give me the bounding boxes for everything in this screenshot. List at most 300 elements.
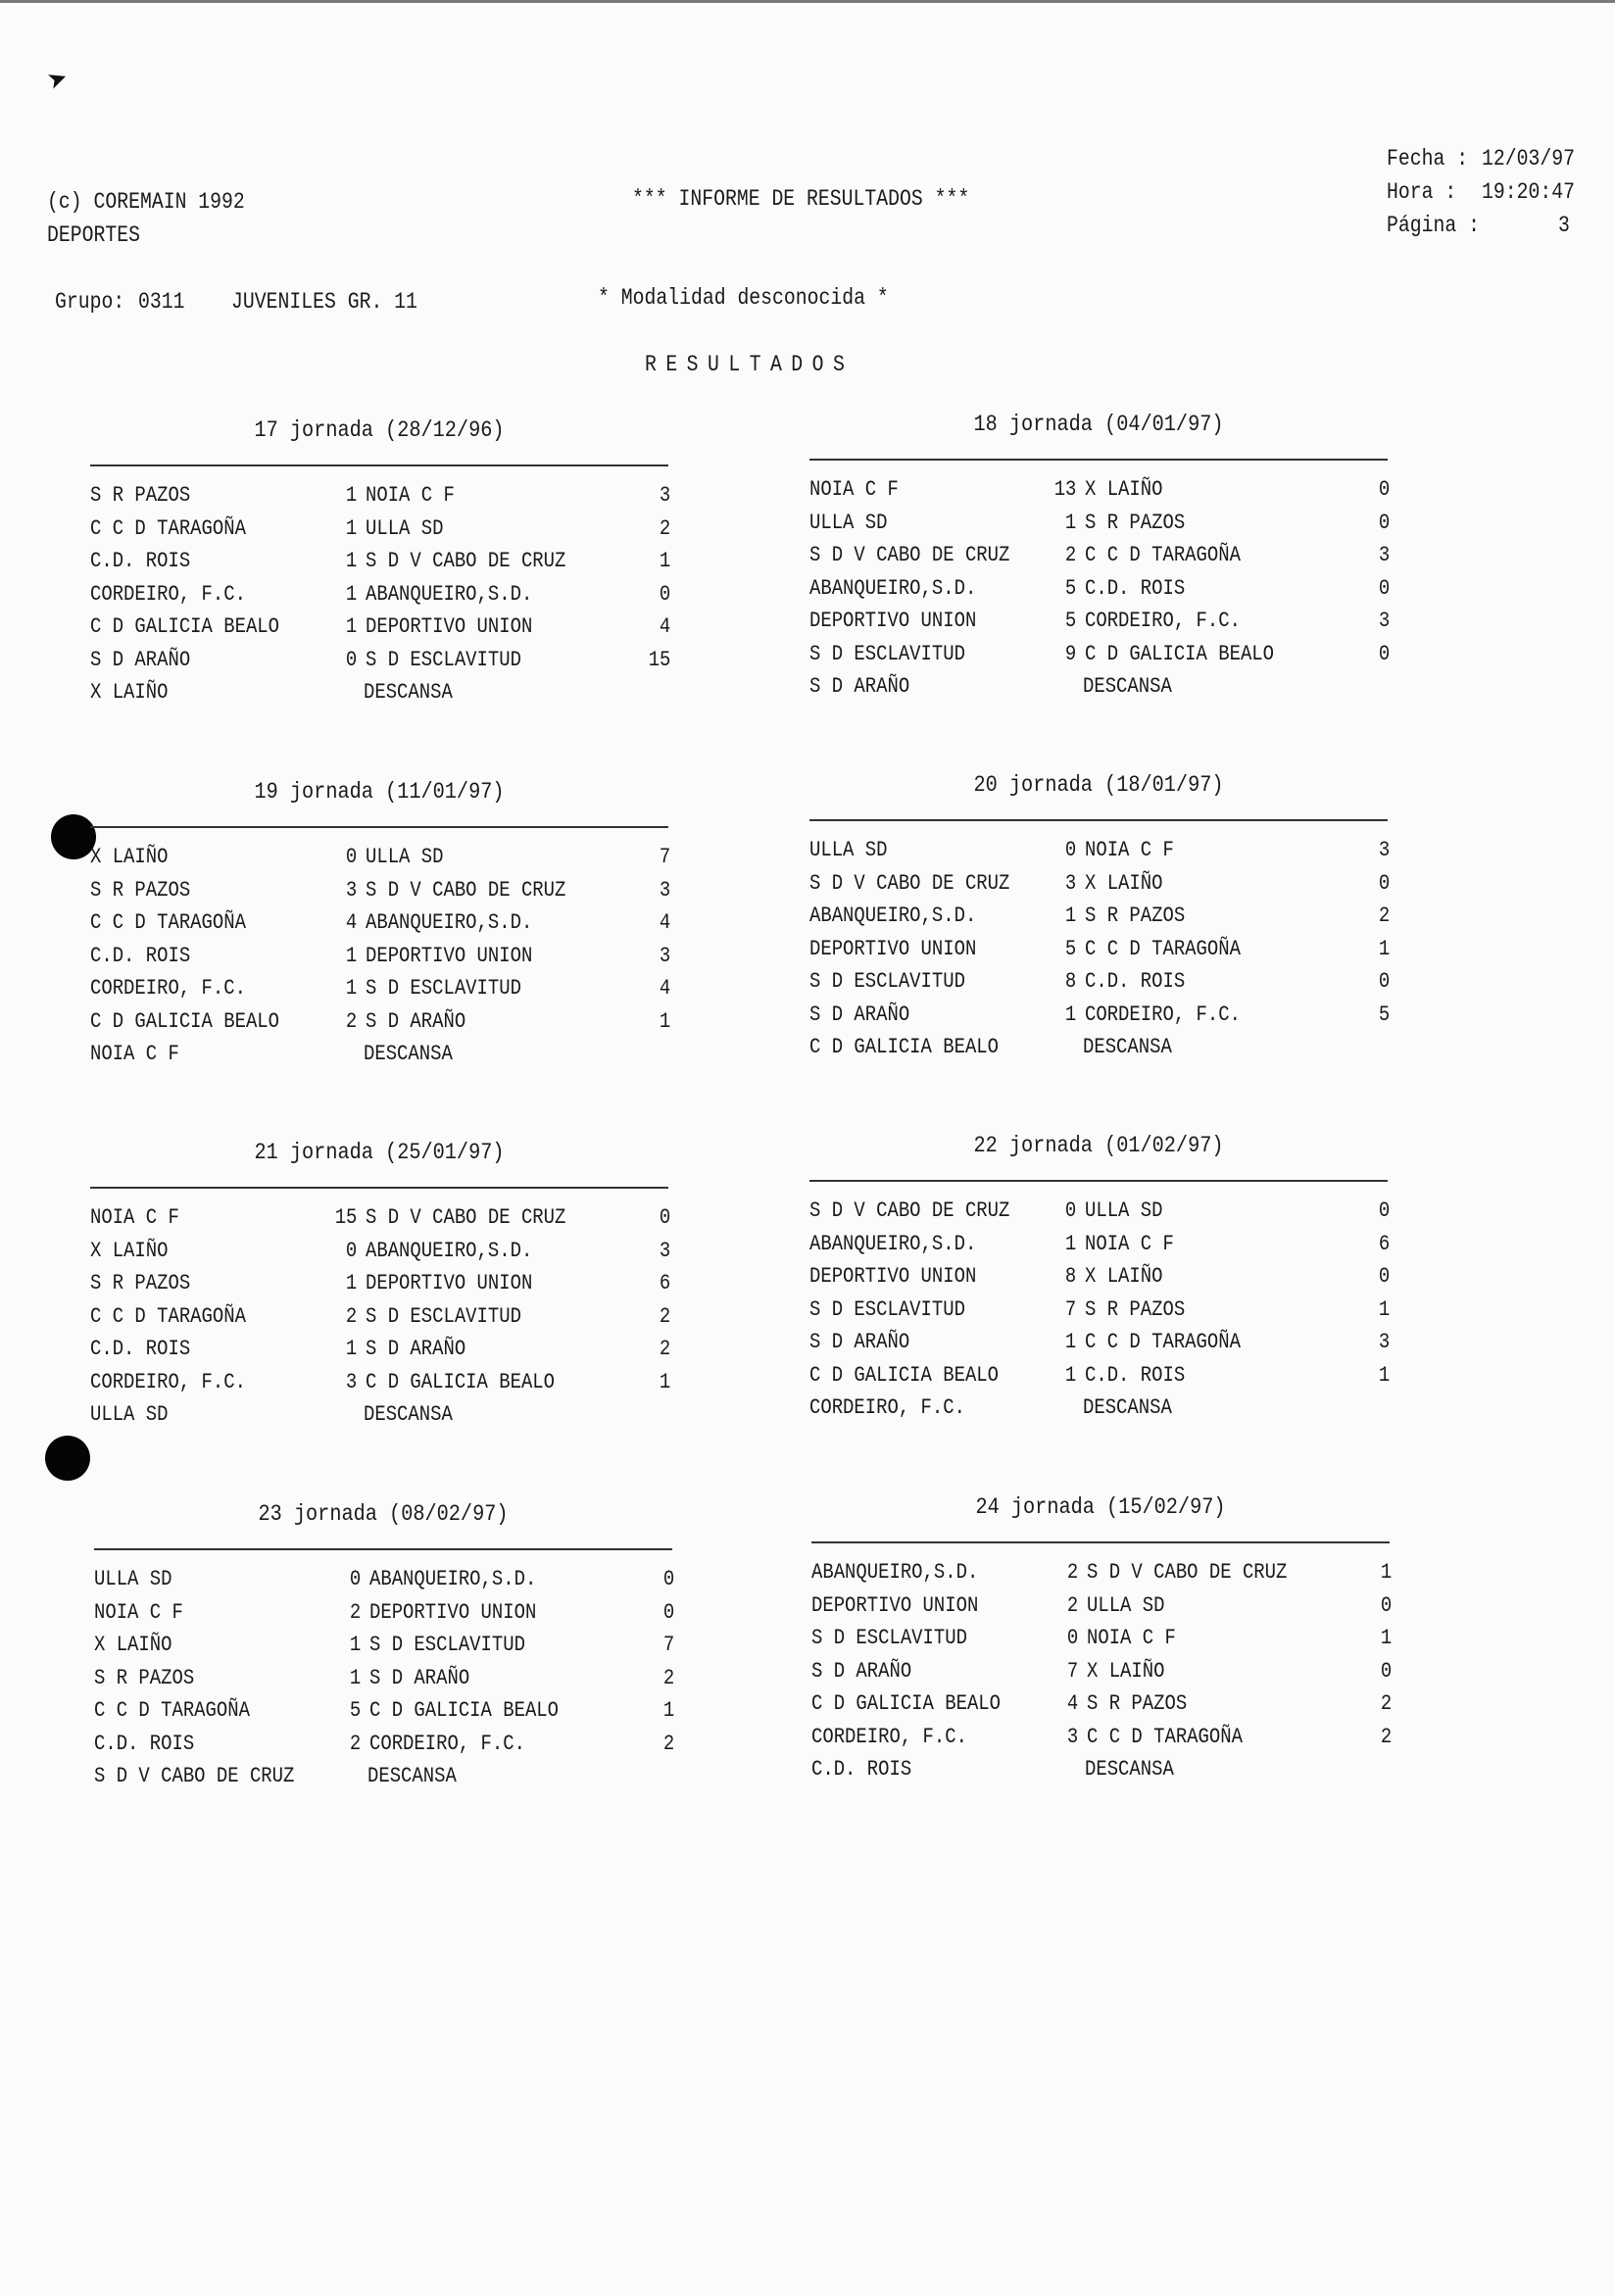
- home-score: 5: [349, 1698, 361, 1723]
- home-team: S D V CABO DE CRUZ: [809, 1198, 1010, 1223]
- rest-label: DESCANSA: [364, 1042, 453, 1066]
- away-team: S D ESCLAVITUD: [369, 1633, 525, 1657]
- jornada-divider: [809, 1180, 1388, 1182]
- rest-row: [90, 1401, 678, 1434]
- jornada-divider: [94, 1548, 672, 1550]
- match-row: [809, 968, 1397, 1001]
- away-team: CORDEIRO, F.C.: [1085, 609, 1241, 633]
- match-row: [94, 1632, 682, 1664]
- home-team: S D ARAÑO: [809, 1001, 910, 1027]
- match-row: [90, 548, 678, 580]
- home-score: 4: [1066, 1691, 1078, 1716]
- rest-row: [94, 1763, 682, 1795]
- away-team: ULLA SD: [1085, 1198, 1163, 1223]
- away-score: 4: [659, 614, 670, 639]
- home-score: 15: [334, 1205, 357, 1230]
- away-team: S D ARAÑO: [366, 1008, 466, 1034]
- away-score: 1: [659, 1369, 670, 1394]
- away-team: X LAIÑO: [1085, 870, 1163, 896]
- home-score: 2: [349, 1599, 361, 1625]
- away-score: 3: [659, 483, 670, 508]
- away-score: 3: [659, 877, 670, 903]
- jornada-block: [90, 417, 678, 711]
- home-team: S D ESCLAVITUD: [809, 1296, 965, 1322]
- away-score: 0: [1378, 870, 1390, 896]
- rest-row: [809, 1394, 1397, 1427]
- away-score: 3: [659, 1238, 670, 1263]
- away-team: S R PAZOS: [1085, 904, 1186, 928]
- away-team: S R PAZOS: [1085, 510, 1186, 535]
- home-score: 2: [345, 1008, 357, 1034]
- match-row: [90, 613, 678, 646]
- match-row: [809, 936, 1397, 968]
- jornada-divider: [811, 1541, 1390, 1543]
- away-score: 0: [1380, 1592, 1392, 1618]
- home-score: 13: [1053, 477, 1076, 502]
- home-score: 1: [1064, 1330, 1076, 1354]
- rest-team: C D GALICIA BEALO: [809, 1035, 1000, 1059]
- away-team: S D V CABO DE CRUZ: [366, 877, 566, 903]
- away-team: NOIA C F: [1085, 838, 1174, 862]
- rest-row: [811, 1756, 1399, 1788]
- home-score: 1: [345, 614, 357, 639]
- away-score: 15: [648, 647, 670, 672]
- jornada-title: 24 jornada (15/02/97): [975, 1494, 1226, 1520]
- home-score: 3: [1066, 1724, 1078, 1749]
- jornada-title: 19 jornada (11/01/97): [254, 779, 505, 805]
- home-team: C C D TARAGOÑA: [90, 1303, 246, 1329]
- home-team: ABANQUEIRO,S.D.: [809, 575, 977, 601]
- away-score: 1: [659, 1008, 670, 1034]
- home-team: ULLA SD: [94, 1567, 172, 1591]
- away-team: DEPORTIVO UNION: [366, 943, 533, 968]
- match-row: [809, 608, 1397, 640]
- away-team: S D ARAÑO: [366, 1337, 466, 1361]
- home-team: CORDEIRO, F.C.: [90, 1369, 246, 1394]
- rest-row: [90, 679, 678, 711]
- away-team: C D GALICIA BEALO: [366, 1369, 556, 1394]
- home-score: 0: [345, 1238, 357, 1263]
- home-score: 3: [1064, 870, 1076, 896]
- home-team: C.D. ROIS: [94, 1731, 195, 1756]
- scan-top-border: [0, 0, 1615, 3]
- home-team: S R PAZOS: [90, 877, 191, 903]
- away-team: C D GALICIA BEALO: [1085, 641, 1275, 666]
- away-score: 3: [659, 943, 670, 968]
- rest-team: NOIA C F: [90, 1042, 179, 1066]
- away-score: 7: [662, 1633, 674, 1657]
- match-row: [94, 1566, 682, 1598]
- hora-label: Hora :: [1387, 179, 1457, 205]
- home-team: ABANQUEIRO,S.D.: [809, 1231, 977, 1256]
- away-score: 6: [659, 1271, 670, 1295]
- away-score: 3: [1378, 838, 1390, 862]
- pagina-label: Página :: [1387, 213, 1480, 238]
- home-score: 1: [345, 483, 357, 508]
- scan-mark-icon: ➤: [43, 62, 76, 105]
- home-score: 0: [345, 647, 357, 672]
- jornada-block: [809, 772, 1397, 1066]
- home-team: C D GALICIA BEALO: [809, 1362, 1000, 1388]
- away-score: 0: [1378, 1198, 1390, 1223]
- away-score: 1: [1378, 936, 1390, 961]
- home-score: 1: [345, 1271, 357, 1295]
- copyright-text: (c) COREMAIN 1992: [47, 189, 245, 215]
- home-score: 2: [1066, 1560, 1078, 1585]
- home-score: 1: [1064, 1231, 1076, 1256]
- home-team: X LAIÑO: [90, 1238, 169, 1263]
- home-team: S D ESCLAVITUD: [811, 1626, 967, 1650]
- away-score: 0: [659, 1205, 670, 1230]
- jornada-title: 18 jornada (04/01/97): [973, 412, 1224, 437]
- department-text: DEPORTES: [47, 222, 140, 248]
- fecha-value: 12/03/97: [1482, 146, 1575, 171]
- away-score: 0: [1380, 1658, 1392, 1684]
- away-score: 3: [1378, 543, 1390, 567]
- away-score: 2: [1380, 1724, 1392, 1749]
- away-team: ULLA SD: [1087, 1592, 1165, 1618]
- home-score: 1: [1064, 1362, 1076, 1388]
- away-team: S R PAZOS: [1087, 1691, 1188, 1716]
- home-team: C D GALICIA BEALO: [90, 1008, 280, 1034]
- home-team: C.D. ROIS: [90, 1337, 191, 1361]
- home-score: 3: [345, 877, 357, 903]
- match-row: [90, 1238, 678, 1270]
- match-row: [94, 1697, 682, 1730]
- away-score: 0: [1378, 510, 1390, 535]
- rest-label: DESCANSA: [1083, 1395, 1172, 1420]
- match-row: [809, 1263, 1397, 1295]
- home-team: ABANQUEIRO,S.D.: [811, 1560, 979, 1585]
- away-score: 0: [659, 581, 670, 607]
- home-team: ULLA SD: [809, 510, 888, 535]
- jornada-title: 20 jornada (18/01/97): [973, 772, 1224, 798]
- home-score: 1: [345, 976, 357, 1001]
- match-row: [94, 1665, 682, 1697]
- jornada-block: [811, 1494, 1399, 1788]
- jornada-title: 17 jornada (28/12/96): [254, 417, 505, 443]
- home-team: DEPORTIVO UNION: [809, 1264, 977, 1289]
- home-score: 2: [345, 1303, 357, 1329]
- fecha-label: Fecha :: [1387, 146, 1469, 171]
- home-team: C C D TARAGOÑA: [90, 910, 246, 935]
- jornada-divider: [809, 459, 1388, 461]
- home-score: 1: [345, 549, 357, 573]
- match-row: [90, 515, 678, 548]
- match-row: [90, 482, 678, 514]
- away-team: S D ESCLAVITUD: [366, 976, 521, 1001]
- home-score: 0: [345, 845, 357, 869]
- match-row: [90, 647, 678, 679]
- home-score: 0: [349, 1567, 361, 1591]
- away-team: C C D TARAGOÑA: [1085, 1330, 1241, 1354]
- match-row: [809, 510, 1397, 542]
- away-score: 0: [662, 1567, 674, 1591]
- away-score: 0: [1378, 575, 1390, 601]
- jornada-divider: [90, 464, 668, 466]
- away-team: C D GALICIA BEALO: [369, 1698, 560, 1723]
- match-row: [809, 476, 1397, 509]
- home-score: 1: [349, 1633, 361, 1657]
- away-team: ULLA SD: [366, 845, 444, 869]
- away-team: S D ESCLAVITUD: [366, 1303, 521, 1329]
- match-row: [809, 542, 1397, 574]
- away-score: 7: [659, 845, 670, 869]
- match-row: [90, 581, 678, 613]
- home-score: 7: [1064, 1296, 1076, 1322]
- away-score: 2: [659, 1337, 670, 1361]
- match-row: [811, 1724, 1399, 1756]
- home-team: ABANQUEIRO,S.D.: [809, 904, 977, 928]
- away-team: S D ARAÑO: [369, 1665, 470, 1690]
- jornada-title: 23 jornada (08/02/97): [258, 1501, 509, 1527]
- rest-team: C.D. ROIS: [811, 1757, 912, 1782]
- rest-row: [90, 1041, 678, 1073]
- jornada-block: [90, 1140, 678, 1434]
- away-team: NOIA C F: [366, 483, 455, 508]
- away-team: NOIA C F: [1087, 1626, 1176, 1650]
- home-team: S D ARAÑO: [809, 1330, 910, 1354]
- home-score: 0: [1066, 1626, 1078, 1650]
- rest-label: DESCANSA: [1085, 1757, 1174, 1782]
- match-row: [809, 1197, 1397, 1230]
- home-team: C.D. ROIS: [90, 549, 191, 573]
- away-score: 1: [1378, 1362, 1390, 1388]
- home-team: ULLA SD: [809, 838, 888, 862]
- away-score: 6: [1378, 1231, 1390, 1256]
- away-score: 1: [1380, 1560, 1392, 1585]
- away-score: 0: [1378, 477, 1390, 502]
- away-score: 2: [1380, 1691, 1392, 1716]
- modality-text: * Modalidad desconocida *: [598, 285, 889, 311]
- rest-row: [809, 1034, 1397, 1066]
- away-team: ABANQUEIRO,S.D.: [366, 910, 533, 935]
- match-row: [90, 1369, 678, 1401]
- home-team: DEPORTIVO UNION: [811, 1592, 979, 1618]
- home-team: CORDEIRO, F.C.: [811, 1724, 967, 1749]
- match-row: [90, 1204, 678, 1237]
- away-team: S D ESCLAVITUD: [366, 647, 521, 672]
- jornada-divider: [90, 826, 668, 828]
- home-score: 8: [1064, 969, 1076, 994]
- rest-label: DESCANSA: [364, 1402, 453, 1427]
- match-row: [809, 575, 1397, 608]
- away-score: 2: [662, 1665, 674, 1690]
- home-team: X LAIÑO: [94, 1633, 172, 1657]
- jornada-block: [809, 1133, 1397, 1427]
- away-score: 1: [1378, 1296, 1390, 1322]
- match-row: [90, 1336, 678, 1368]
- match-row: [811, 1625, 1399, 1657]
- home-score: 7: [1066, 1658, 1078, 1684]
- report-title: *** INFORME DE RESULTADOS ***: [632, 186, 970, 212]
- match-row: [90, 877, 678, 909]
- rest-team: S D V CABO DE CRUZ: [94, 1764, 295, 1788]
- home-score: 1: [1064, 510, 1076, 535]
- away-team: DEPORTIVO UNION: [366, 614, 533, 639]
- match-row: [90, 1008, 678, 1041]
- away-score: 3: [1378, 609, 1390, 633]
- home-score: 1: [1064, 904, 1076, 928]
- home-score: 1: [345, 515, 357, 541]
- match-row: [90, 1270, 678, 1302]
- away-score: 0: [662, 1599, 674, 1625]
- away-score: 4: [659, 976, 670, 1001]
- rest-team: ULLA SD: [90, 1402, 169, 1427]
- match-row: [90, 1303, 678, 1336]
- home-team: C.D. ROIS: [90, 943, 191, 968]
- jornada-block: [809, 412, 1397, 706]
- punch-hole-icon: [45, 1436, 90, 1481]
- match-row: [809, 903, 1397, 935]
- away-team: ABANQUEIRO,S.D.: [369, 1567, 537, 1591]
- home-score: 1: [345, 581, 357, 607]
- home-team: NOIA C F: [809, 477, 899, 502]
- away-score: 2: [662, 1731, 674, 1756]
- home-team: S R PAZOS: [90, 483, 191, 508]
- home-team: C D GALICIA BEALO: [811, 1691, 1002, 1716]
- away-team: C C D TARAGOÑA: [1085, 936, 1241, 961]
- match-row: [809, 870, 1397, 903]
- home-team: DEPORTIVO UNION: [809, 609, 977, 633]
- home-team: C C D TARAGOÑA: [90, 515, 246, 541]
- match-row: [809, 837, 1397, 869]
- match-row: [90, 844, 678, 876]
- match-row: [809, 1296, 1397, 1329]
- home-score: 1: [1064, 1001, 1076, 1027]
- away-team: DEPORTIVO UNION: [366, 1271, 533, 1295]
- pagina-value: 3: [1558, 213, 1570, 238]
- home-team: NOIA C F: [90, 1205, 179, 1230]
- home-score: 4: [345, 910, 357, 935]
- away-score: 4: [659, 910, 670, 935]
- rest-team: CORDEIRO, F.C.: [809, 1395, 965, 1420]
- away-team: S D V CABO DE CRUZ: [1087, 1560, 1288, 1585]
- home-team: S R PAZOS: [94, 1665, 195, 1690]
- home-team: CORDEIRO, F.C.: [90, 581, 246, 607]
- away-team: S D V CABO DE CRUZ: [366, 1205, 566, 1230]
- home-score: 5: [1064, 575, 1076, 601]
- match-row: [811, 1690, 1399, 1723]
- jornada-divider: [809, 819, 1388, 821]
- match-row: [809, 1001, 1397, 1034]
- home-team: NOIA C F: [94, 1599, 183, 1625]
- away-score: 2: [659, 515, 670, 541]
- away-team: X LAIÑO: [1087, 1658, 1165, 1684]
- match-row: [90, 975, 678, 1007]
- away-team: DEPORTIVO UNION: [369, 1599, 537, 1625]
- hora-value: 19:20:47: [1482, 179, 1575, 205]
- rest-label: DESCANSA: [367, 1764, 457, 1788]
- away-team: CORDEIRO, F.C.: [369, 1731, 525, 1756]
- home-team: S D ARAÑO: [90, 647, 191, 672]
- home-team: DEPORTIVO UNION: [809, 936, 977, 961]
- home-score: 1: [345, 943, 357, 968]
- jornada-block: [90, 779, 678, 1073]
- away-score: 1: [662, 1698, 674, 1723]
- away-score: 3: [1378, 1330, 1390, 1354]
- away-team: ULLA SD: [366, 515, 444, 541]
- jornada-title: 21 jornada (25/01/97): [254, 1140, 505, 1165]
- jornada-divider: [90, 1187, 668, 1189]
- group-code: 0311: [138, 289, 185, 315]
- home-team: S D ESCLAVITUD: [809, 969, 965, 994]
- away-team: S R PAZOS: [1085, 1296, 1186, 1322]
- home-score: 9: [1064, 641, 1076, 666]
- group-label: Grupo:: [55, 289, 125, 315]
- away-team: C.D. ROIS: [1085, 969, 1186, 994]
- away-score: 0: [1378, 969, 1390, 994]
- away-team: ABANQUEIRO,S.D.: [366, 581, 533, 607]
- home-team: S D ESCLAVITUD: [809, 641, 965, 666]
- away-team: X LAIÑO: [1085, 477, 1163, 502]
- home-score: 5: [1064, 936, 1076, 961]
- home-score: 1: [349, 1665, 361, 1690]
- match-row: [809, 1231, 1397, 1263]
- home-score: 1: [345, 1337, 357, 1361]
- away-team: C C D TARAGOÑA: [1085, 543, 1241, 567]
- match-row: [90, 909, 678, 942]
- home-team: C D GALICIA BEALO: [90, 614, 280, 639]
- home-team: CORDEIRO, F.C.: [90, 976, 246, 1001]
- home-score: 2: [1066, 1592, 1078, 1618]
- home-score: 3: [345, 1369, 357, 1394]
- away-score: 1: [659, 549, 670, 573]
- home-score: 0: [1064, 838, 1076, 862]
- match-row: [809, 641, 1397, 673]
- home-score: 5: [1064, 609, 1076, 633]
- away-score: 2: [659, 1303, 670, 1329]
- home-team: S R PAZOS: [90, 1271, 191, 1295]
- home-score: 8: [1064, 1264, 1076, 1289]
- away-team: NOIA C F: [1085, 1231, 1174, 1256]
- match-row: [811, 1559, 1399, 1591]
- away-team: C.D. ROIS: [1085, 575, 1186, 601]
- rest-team: S D ARAÑO: [809, 674, 910, 699]
- home-team: S D V CABO DE CRUZ: [809, 870, 1010, 896]
- group-name: JUVENILES GR. 11: [231, 289, 417, 315]
- match-row: [90, 943, 678, 975]
- rest-label: DESCANSA: [1083, 1035, 1172, 1059]
- match-row: [94, 1599, 682, 1632]
- jornada-title: 22 jornada (01/02/97): [973, 1133, 1224, 1158]
- home-score: 0: [1064, 1198, 1076, 1223]
- away-team: X LAIÑO: [1085, 1264, 1163, 1289]
- away-score: 5: [1378, 1001, 1390, 1027]
- away-team: S D V CABO DE CRUZ: [366, 549, 566, 573]
- rest-label: DESCANSA: [364, 680, 453, 705]
- away-score: 0: [1378, 1264, 1390, 1289]
- away-score: 2: [1378, 904, 1390, 928]
- home-score: 2: [349, 1731, 361, 1756]
- home-team: X LAIÑO: [90, 845, 169, 869]
- away-score: 0: [1378, 641, 1390, 666]
- home-team: S D V CABO DE CRUZ: [809, 543, 1010, 567]
- match-row: [811, 1658, 1399, 1690]
- away-team: C.D. ROIS: [1085, 1362, 1186, 1388]
- match-row: [809, 1362, 1397, 1394]
- rest-row: [809, 673, 1397, 706]
- rest-team: X LAIÑO: [90, 680, 169, 705]
- match-row: [811, 1592, 1399, 1625]
- rest-label: DESCANSA: [1083, 674, 1172, 699]
- home-score: 2: [1064, 543, 1076, 567]
- away-score: 1: [1380, 1626, 1392, 1650]
- section-title: RESULTADOS: [645, 352, 855, 377]
- away-team: ABANQUEIRO,S.D.: [366, 1238, 533, 1263]
- home-team: C C D TARAGOÑA: [94, 1698, 250, 1723]
- jornada-block: [94, 1501, 682, 1795]
